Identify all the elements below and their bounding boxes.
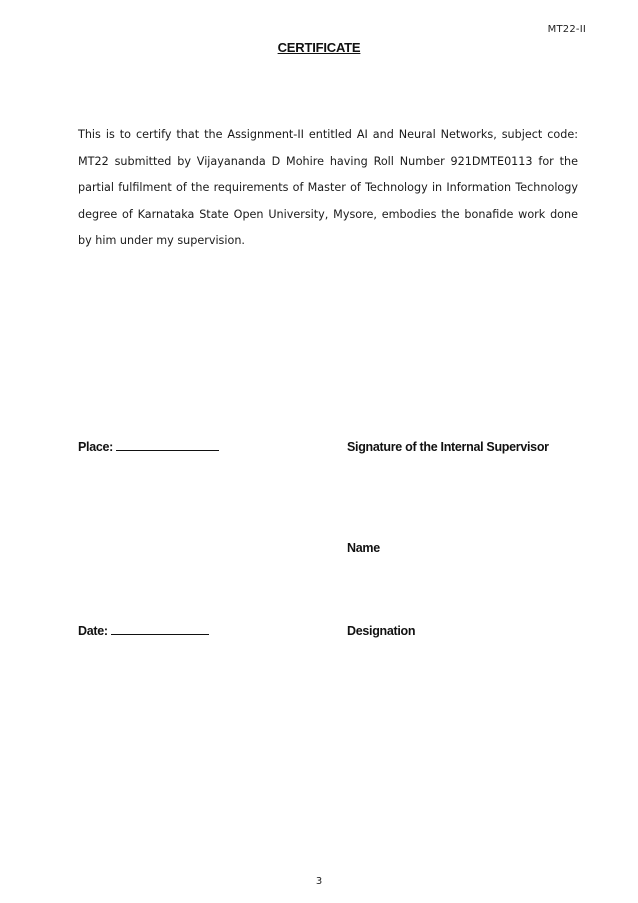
- signature-field: [347, 440, 549, 454]
- designation-field: [347, 624, 415, 638]
- name-label: Name: [347, 541, 380, 555]
- date-blank-line: [111, 634, 209, 635]
- page-number: 3: [315, 876, 323, 887]
- header-code: MT22-II: [547, 24, 586, 35]
- signature-label: Signature of the Internal Supervisor: [347, 440, 549, 454]
- designation-label: Designation: [347, 624, 416, 638]
- date-label: Date:: [78, 624, 108, 638]
- date-field: [78, 624, 209, 638]
- place-field: [78, 440, 219, 454]
- page-title: CERTIFICATE: [277, 40, 361, 55]
- place-blank-line: [116, 450, 219, 451]
- place-label: Place:: [78, 440, 114, 454]
- certificate-body-text: This is to certify that the Assignment-II entitled AI and Neural Networks, subject code: MT22 submitted by Vijayananda D Mohire having Roll Number 921DMTE0113 for the partial fulfilment of the requirements of Master of Technology in Information Technology degree of Karnataka State Open University, Mysore, embodies the bonafide work done by him under my supervision.: [78, 128, 578, 247]
- name-field: [347, 541, 380, 555]
